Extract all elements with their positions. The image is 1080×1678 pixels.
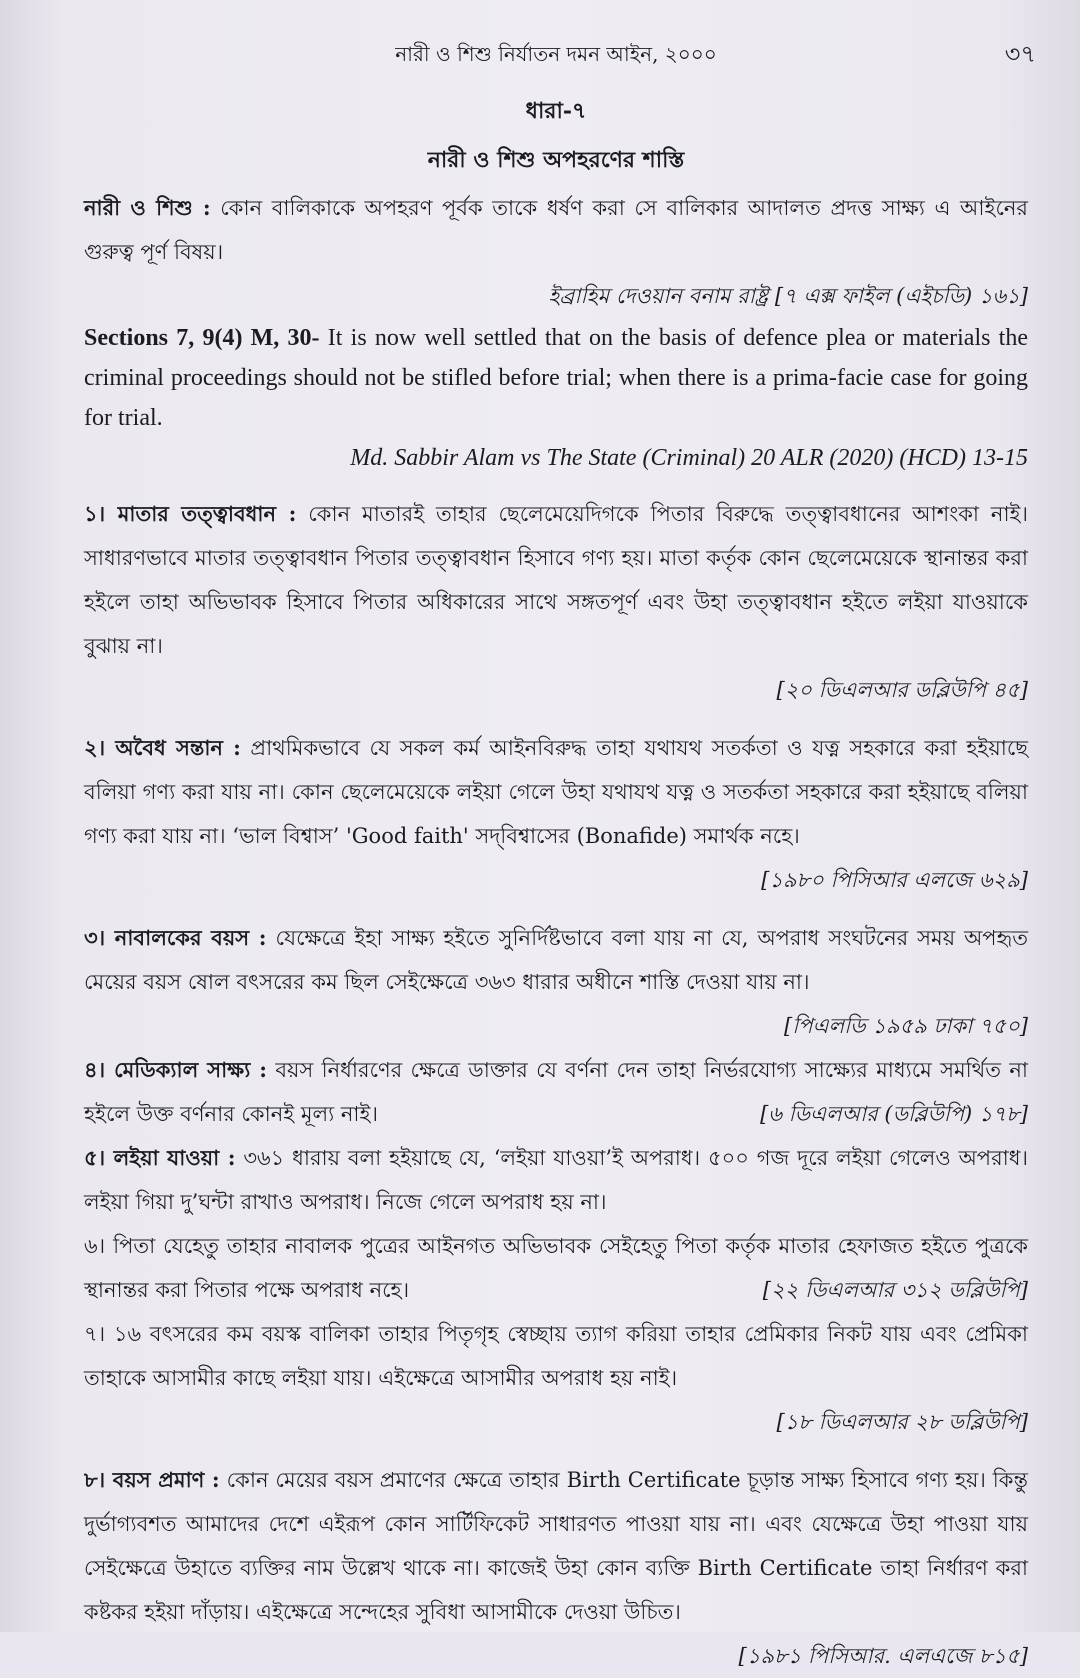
para-lead: ১। মাতার তত্ত্বাবধান : [84,501,297,526]
citation: [পিএলডি ১৯৫৯ ঢাকা ৭৫০] [784,1014,1028,1038]
paragraph [84,916,1028,1004]
para-lead: ৮। বয়স প্রমাণ : [84,1467,220,1492]
section-number: ধারা-৭ [525,98,587,124]
citation: ইব্রাহিম দেওয়ান বনাম রাষ্ট্র [৭ এক্স ফাইল (এইচডি) ১৬১] [548,284,1028,308]
para-text: ৬। পিতা যেহেতু তাহার নাবালক পুত্রের আইনগত অভিভাবক সেইহেতু পিতা কর্তৃক মাতার হেফাজত হইতে পুত্রকে স্থানান্তর করা পিতার পক্ষে অপরাধ নহে। [84,1234,1028,1302]
paragraph [84,726,1028,858]
paragraph [84,1458,1028,1634]
para-text: যেক্ষেত্রে ইহা সাক্ষ্য হইতে সুনির্দিষ্টভাবে বলা যায় না যে, অপরাধ সংঘটনের সময় অপহৃত মেয়ের বয়স ষোল বৎসরের কম ছিল সেইক্ষেত্রে ৩৬৩ ধারার অধীনে শাস্তি দেওয়া যায় না। [84,926,1028,994]
citation: [১৯৮১ পিসিআর. এলএজে ৮১৫] [738,1644,1028,1668]
citation: [৬ ডিএলআর (ডব্লিউপি) ১৭৮] [760,1102,1028,1126]
para-text: কোন বালিকাকে অপহরণ পূর্বক তাকে ধর্ষণ করা সে বালিকার আদালত প্রদত্ত সাক্ষ্য এ আইনের গুরুত্ব পূর্ণ বিষয়। [84,196,1028,264]
paragraph [84,318,1028,438]
para-text: ৭। ১৬ বৎসরের কম বয়স্ক বালিকা তাহার পিতৃগৃহ স্বেচ্ছায় ত্যাগ করিয়া তাহার প্রেমিকার নিকট যায় এবং প্রেমিকা তাহাকে আসামীর কাছে লইয়া যায়। এইক্ষেত্রে আসামীর অপরাধ হয় নাই। [84,1322,1028,1390]
paragraph [84,1136,1028,1224]
para-lead: নারী ও শিশু : [84,195,211,220]
section-title: নারী ও শিশু অপহরণের শাস্তি [427,147,685,173]
paragraph [84,1048,1028,1136]
para-lead: ২। অবৈধ সন্তান : [84,735,241,760]
para-text: কোন মেয়ের বয়স প্রমাণের ক্ষেত্রে তাহার Birth Certificate চূড়ান্ত সাক্ষ্য হিসাবে গণ্য হয়। কিন্তু দুর্ভাগ্যবশত আমাদের দেশে এইরূপ কোন সার্টিফিকেট সাধারণত পাওয়া যায় না। এবং যেক্ষেত্রে উহা পাওয়া যায় সেইক্ষেত্রে উহাতে ব্যক্তির নাম উল্লেখ থাকে না। কাজেই উহা কোন ব্যক্তি Birth Certificate তাহা নির্ধারণ করা কষ্টকর হইয়া দাঁড়ায়। এইক্ষেত্রে সন্দেহের সুবিধা আসামীকে দেওয়া উচিত। [84,1468,1028,1624]
para-lead: ৪। মেডিক্যাল সাক্ষ্য : [84,1057,267,1082]
para-text: ৩৬১ ধারায় বলা হইয়াছে যে, ‘লইয়া যাওয়া’ই অপরাধ। ৫০০ গজ দূরে লইয়া গেলেও অপরাধ। লইয়া গিয়া দু’ঘন্টা রাখাও অপরাধ। নিজে গেলে অপরাধ হয় না। [84,1146,1028,1214]
citation: [১৮ ডিএলআর ২৮ ডব্লিউপি] [776,1410,1028,1434]
para-text: প্রাথমিকভাবে যে সকল কর্ম আইনবিরুদ্ধ তাহা যথাযথ সতর্কতা ও যত্ন সহকারে করা হইয়াছে বলিয়া গণ্য করা যায় না। কোন ছেলেমেয়েকে লইয়া গেলে উহা যথাযথ যত্ন ও সতর্কতা সহকারে করা হইয়াছে বলিয়া গণ্য করা যায় না। ‘ভাল বিশ্বাস’ 'Good faith' সদ্‌বিশ্বাসের (Bonafide) সমার্থক নহে। [84,736,1028,848]
page-number: ৩৭ [1004,40,1036,68]
para-text: কোন মাতারই তাহার ছেলেমেয়েদিগকে পিতার বিরুদ্ধে তত্ত্বাবধানের আশংকা নাই। সাধারণভাবে মাতার তত্ত্বাবধান পিতার তত্ত্বাবধান হিসাবে গণ্য হয়। মাতা কর্তৃক কোন ছেলেমেয়েকে স্থানান্তর করা হইলে তাহা অভিভাবক হিসাবে পিতার অধিকারের সাথে সঙ্গতপূর্ণ এবং উহা তত্ত্বাবধান হইতে লইয়া যাওয়াকে বুঝায় না। [84,502,1028,658]
citation: [১৯৮০ পিসিআর এলজে ৬২৯] [761,868,1028,892]
running-header [84,36,1036,82]
paragraph [84,492,1028,668]
para-text: বয়স নির্ধারণের ক্ষেত্রে ডাক্তার যে বর্ণনা দেন তাহা নির্ভরযোগ্য সাক্ষ্যের মাধ্যমে সমর্থিত না হইলে উক্ত বর্ণনার কোনই মূল্য নাই। [84,1058,1028,1126]
citation: Md. Sabbir Alam vs The State (Criminal) 20 ALR (2020) (HCD) 13-15 [350,445,1028,471]
para-lead: ৩। নাবালকের বয়স : [84,925,267,950]
paragraph [84,1312,1028,1400]
para-text: It is now well settled that on the basis of defence plea or materials the criminal proceedings should not be stifled before trial; when there is a prima-facie case for going for trial. [84,325,1029,431]
running-title: নারী ও শিশু নির্যাতন দমন আইন, ২০০০ [395,42,717,66]
para-lead: Sections 7, 9(4) M, 30- [84,325,320,351]
paragraph [84,186,1028,274]
citation: [২২ ডিএলআর ৩১২ ডব্লিউপি] [762,1278,1028,1302]
paragraph [84,1224,1028,1312]
para-lead: ৫। লইয়া যাওয়া : [84,1145,236,1170]
citation: [২০ ডিএলআর ডব্লিউপি ৪৫] [776,678,1028,702]
